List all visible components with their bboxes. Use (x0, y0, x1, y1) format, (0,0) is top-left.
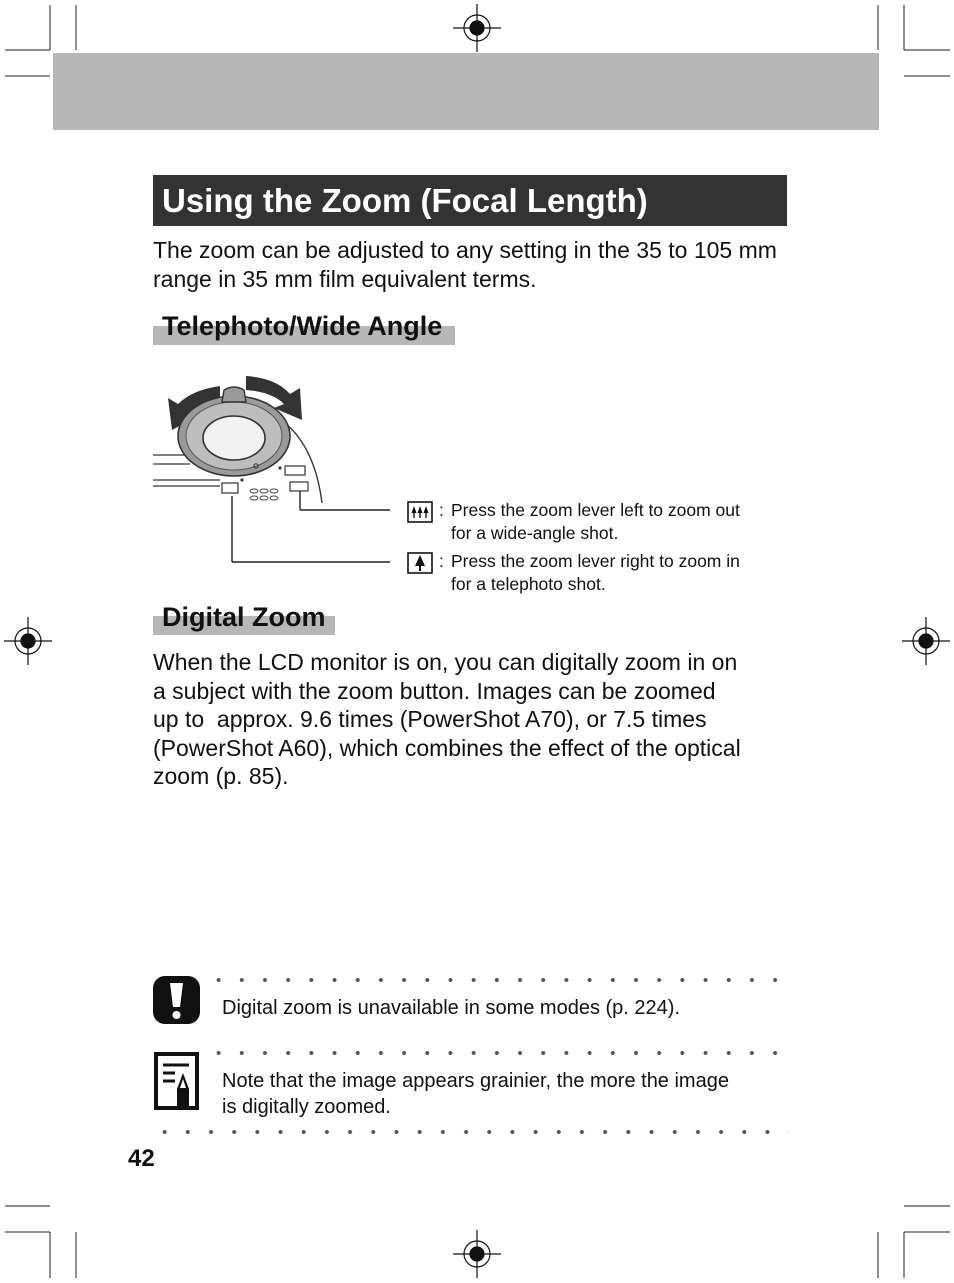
zoom-lever-illustration (150, 368, 400, 568)
digital-zoom-line: a subject with the zoom button. Images can be zoomed (153, 677, 716, 704)
header-band (53, 53, 879, 130)
dotted-divider (153, 1129, 789, 1135)
wide-caption-line2: for a wide-angle shot. (451, 523, 619, 543)
caution-text: Digital zoom is unavailable in some modes (p. 224). (222, 997, 680, 1019)
caution-icon (153, 976, 200, 1024)
note-line1: Note that the image appears grainier, the more the image (222, 1070, 729, 1092)
page-number: 42 (128, 1145, 155, 1172)
digital-zoom-line: When the LCD monitor is on, you can digitally zoom in on (153, 649, 738, 675)
telephoto-icon (407, 552, 433, 574)
digital-zoom-line: up to approx. 9.6 times (PowerShot A70), or 7.5 times (153, 706, 707, 732)
tele-caption-colon: : (439, 551, 444, 571)
page-title: Using the Zoom (Focal Length) (153, 175, 787, 226)
dotted-divider (207, 977, 789, 983)
telephoto-heading: Telephoto/Wide Angle (162, 311, 443, 341)
digital-zoom-line: zoom (p. 85). (153, 763, 289, 789)
tele-caption-line1: Press the zoom lever right to zoom in (451, 551, 740, 571)
wide-angle-icon (407, 501, 433, 523)
tele-caption-line2: for a telephoto shot. (451, 574, 606, 594)
dotted-divider (207, 1050, 789, 1056)
wide-caption-line1: Press the zoom lever left to zoom out (451, 500, 740, 520)
digital-zoom-heading: Digital Zoom (162, 602, 326, 632)
note-icon (153, 1051, 200, 1111)
digital-zoom-line: (PowerShot A60), which combines the effect of the optical (153, 734, 741, 761)
intro-paragraph: The zoom can be adjusted to any setting in the 35 to 105 mm range in 35 mm film equivalent terms. (153, 237, 777, 292)
digital-zoom-paragraph (153, 648, 803, 791)
note-line2: is digitally zoomed. (222, 1096, 391, 1118)
wide-caption-colon: : (439, 500, 444, 520)
